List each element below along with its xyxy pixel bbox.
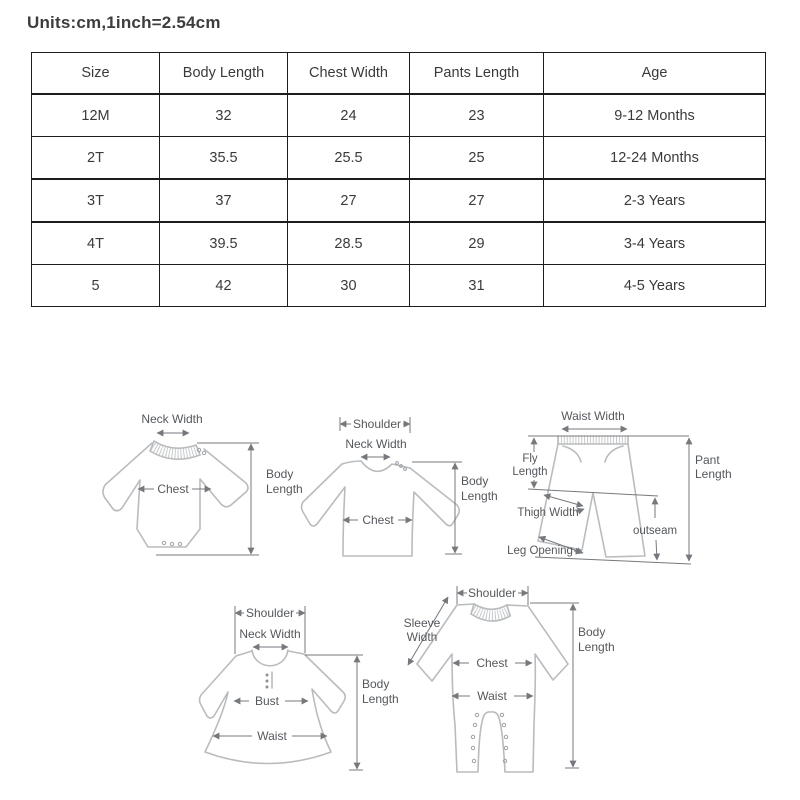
table-cell: 37 [160,179,288,222]
leg-snap [471,746,474,749]
bodysuit-neck-width-label: Neck Width [141,412,203,426]
pants-fly-length-arrow [512,438,547,488]
dress-waist-label: Waist [257,729,287,743]
col-header-body-length: Body Length [160,53,288,95]
table-header-row [32,53,766,95]
table-row-12m [32,94,766,137]
pants-outseam-label: outseam [632,525,678,537]
romper-measurement-diagram [395,575,630,800]
leg-snap [504,746,507,749]
pants-pockets [563,446,623,462]
pants-fly-length-label: Fly [522,453,538,465]
dress-neck-width-arrow [239,627,300,647]
pants-waist-width-label: Waist Width [561,409,625,423]
pants-thigh-width-arrow [517,495,584,519]
col-header-pants-length: Pants Length [410,53,544,95]
table-cell: 23 [410,94,544,137]
leg-snap [475,713,478,716]
table-row-4t [32,222,766,265]
table-cell: 25 [410,137,544,180]
table-cell: 12M [32,94,160,137]
sweater-measurement-diagram [300,405,515,575]
table-cell: 32 [160,94,288,137]
table-cell: 3-4 Years [544,222,766,265]
shoulder-snap [202,451,205,454]
table-cell: 25.5 [288,137,410,180]
romper-body-length-label: Body [578,625,606,639]
pants-pant-length-label: Pant [695,453,720,467]
table-cell: 30 [288,265,410,307]
pants-pant-length-arrow [689,438,732,561]
pants-waist-width-arrow [561,409,627,429]
dress-button [266,680,269,683]
bodysuit-body-length-label: Body [266,467,294,481]
romper-sleeve-width-label: Width [406,630,438,644]
dress-neck-width-label: Neck Width [239,627,301,641]
table-cell: 29 [410,222,544,265]
sweater-body-length-label: Body [461,474,489,488]
table-cell: 2T [32,137,160,180]
dress-body-length-label: Body [362,677,390,691]
table-cell: 42 [160,265,288,307]
pants-pant-length-label: Length [695,467,732,481]
table-cell: 4T [32,222,160,265]
bodysuit-chest-label: Chest [157,482,189,496]
dress-body-length-label: Length [362,692,399,706]
sweater-body-length-arrow [412,462,498,554]
pants-thigh-width-label: Thigh Width [517,507,579,519]
dress-waist-arrow [213,729,327,743]
dress-measurement-diagram [195,585,410,795]
sweater-outline [302,461,460,556]
bodysuit-body-length-label: Length [266,482,303,496]
romper-body-length-label: Length [578,640,615,654]
pants-outline [538,436,645,557]
shoulder-snap [404,468,407,471]
romper-sleeve-width-label: Sleeve [403,616,441,630]
sweater-chest-arrow [343,513,412,527]
table-cell: 35.5 [160,137,288,180]
dress-button [266,686,269,689]
sweater-shoulder-label: Shoulder [352,417,402,431]
romper-waist-label: Waist [477,689,507,703]
sweater-chest-label: Chest [362,513,394,527]
dress-bust-arrow [234,694,308,708]
table-cell: 24 [288,94,410,137]
dress-shoulder-label: Shoulder [245,606,295,620]
sweater-shoulder-arrow [340,417,410,433]
crotch-snap [178,542,181,545]
romper-shoulder-arrow [457,586,528,605]
leg-snap [472,759,475,762]
leg-snap [504,735,507,738]
pants-leg-opening-label: Leg Opening [507,545,573,557]
bodysuit-measurement-diagram [90,405,320,570]
pants-fly-length-label: Length [512,466,548,478]
table-cell: 28.5 [288,222,410,265]
table-cell: 2-3 Years [544,179,766,222]
bodysuit-neck-width-arrow [141,412,202,433]
table-cell: 5 [32,265,160,307]
shoulder-snap [396,462,399,465]
hem-reference-line [535,557,691,564]
table-cell: 4-5 Years [544,265,766,307]
crotch-snap [170,542,173,545]
table-cell: 27 [288,179,410,222]
table-row-5 [32,265,766,307]
leg-snap [473,723,476,726]
size-table [31,52,766,307]
dress-body-length-arrow [305,655,399,770]
table-cell: 9-12 Months [544,94,766,137]
leg-snap [502,723,505,726]
table-row-3t [32,179,766,222]
table-cell: 3T [32,179,160,222]
pants-outseam-arrow [633,498,677,560]
leg-snap [471,735,474,738]
col-header-size: Size [32,53,160,95]
leg-snap [500,713,503,716]
romper-chest-label: Chest [476,656,508,670]
sweater-neck-width-arrow [345,437,406,457]
romper-shoulder-label: Shoulder [467,586,517,600]
pants-leg-opening-arrow [507,537,583,557]
col-header-age: Age [544,53,766,95]
table-cell: 27 [410,179,544,222]
dress-bust-label: Bust [254,694,280,708]
units-note: Units:cm,1inch=2.54cm [27,13,221,32]
crotch-snap [162,541,165,544]
table-row-2t [32,137,766,180]
col-header-chest-width: Chest Width [288,53,410,95]
table-cell: 39.5 [160,222,288,265]
sweater-neck-width-label: Neck Width [345,437,407,451]
dress-button [266,674,269,677]
romper-waist-arrow [452,689,533,703]
sweater-body-length-label: Length [461,489,498,503]
romper-chest-arrow [453,656,532,670]
pants-measurement-diagram [505,400,745,585]
romper-sleeve-width-arrow [404,597,448,665]
table-cell: 12-24 Months [544,137,766,180]
table-cell: 31 [410,265,544,307]
